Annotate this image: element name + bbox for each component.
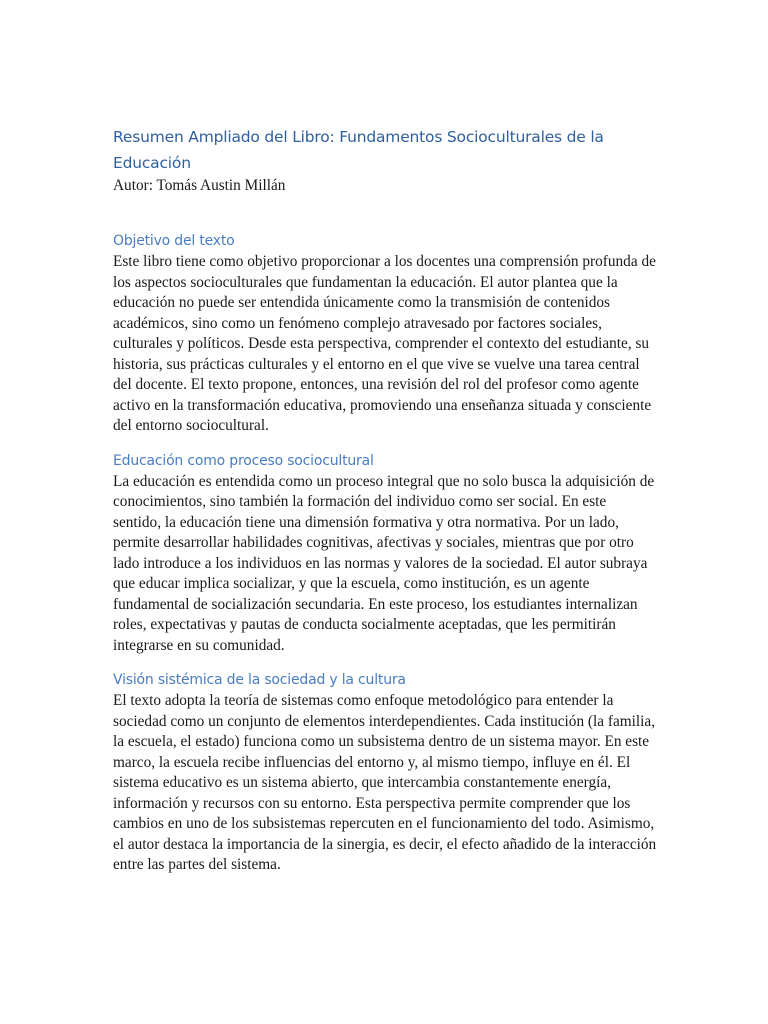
section-body-objetivo: Este libro tiene como objetivo proporcionar a los docentes una comprensión profunda de los aspectos socioculturales que fundamentan la educación. El autor plantea que la educación no puede ser entendida únicamente como la transmisión de contenidos académicos, sino como un fenómeno complejo atravesado por factores sociales, culturales y políticos. Desde esta perspectiva, comprender el contexto del estudiante, su historia, sus prácticas culturales y el entorno en el que vive se vuelve una tarea central del docente. El texto propone, entonces, una revisión del rol del profesor como agente activo en la transformación educativa, promoviendo una enseñanza situada y consciente del entorno sociocultural. <box>113 253 656 434</box>
document-author: Autor: Tomás Austin Millán <box>113 177 286 194</box>
section-heading-objetivo: Objetivo del texto <box>113 233 235 249</box>
document-title-line-2: Educación <box>113 154 191 172</box>
document-title <box>113 124 658 176</box>
section-heading-educacion-proceso: Educación como proceso sociocultural <box>113 452 374 469</box>
section-body-vision-sistemica: El texto adopta la teoría de sistemas como enfoque metodológico para entender la sociedad como un conjunto de elementos interdependientes. Cada institución (la familia, la escuela, el estado) funciona como un subsistema dentro de un sistema mayor. En este marco, la escuela recibe influencias del entorno y, al mismo tiempo, influye en él. El sistema educativo es un sistema abierto, que intercambia constantemente energía, información y recursos con su entorno. Esta perspectiva permite comprender que los cambios en uno de los subsistemas repercuten en el funcionamiento del todo. Asimismo, el autor destaca la importancia de la sinergia, es decir, el efecto añadido de la interacción entre las partes del sistema. <box>113 692 657 873</box>
document-title-line-1: Resumen Ampliado del Libro: Fundamentos Socioculturales de la <box>113 128 604 146</box>
section-body-educacion-proceso: La educación es entendida como un proceso integral que no solo busca la adquisición de conocimientos, sino también la formación del individuo como ser social. En este sentido, la educación tiene una dimensión formativa y otra normativa. Por un lado, permite desarrollar habilidades cognitivas, afectivas y sociales, mientras que por otro lado introduce a los individuos en las normas y valores de la sociedad. El autor subraya que educar implica socializar, y que la escuela, como institución, es un agente fundamental de socialización secundaria. En este proceso, los estudiantes internalizan roles, expectativas y pautas de conducta socialmente aceptadas, que les permitirán integrarse en su comunidad. <box>113 472 655 654</box>
document-page <box>113 124 658 890</box>
section-heading-vision-sistemica: Visión sistémica de la sociedad y la cultura <box>113 672 406 688</box>
